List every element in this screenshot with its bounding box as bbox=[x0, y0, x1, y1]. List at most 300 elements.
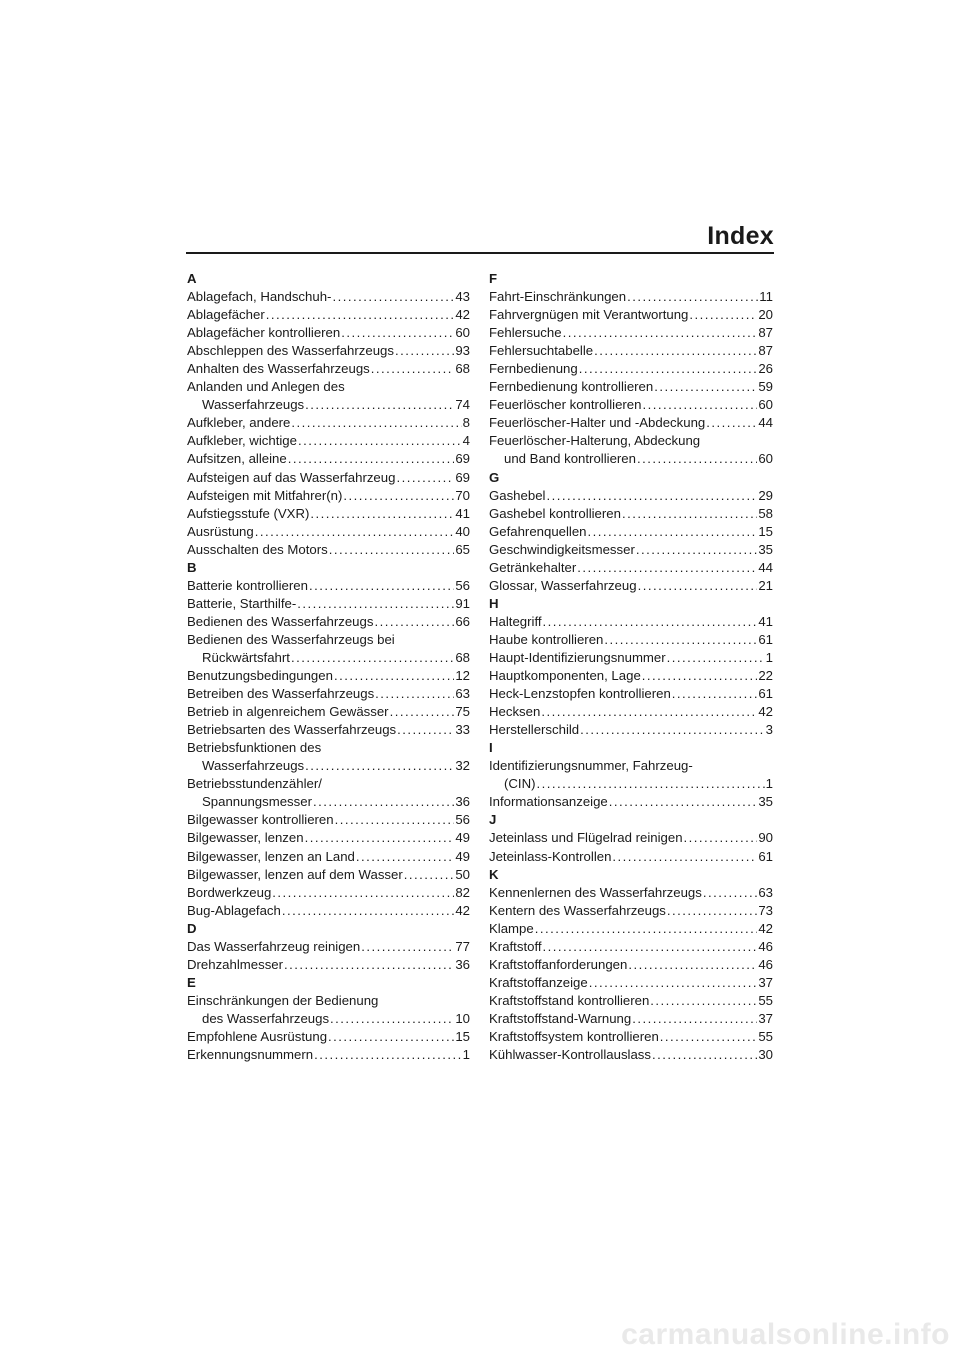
dot-leader bbox=[638, 577, 758, 595]
entry-label: Bilgewasser, lenzen bbox=[187, 830, 304, 846]
entry-label: Hecksen bbox=[489, 704, 541, 720]
entry-label: Feuerlöscher kontrollieren bbox=[489, 397, 642, 413]
page-number: 60 bbox=[758, 451, 773, 467]
entry-label: Aufkleber, wichtige bbox=[187, 433, 297, 449]
page-number: 26 bbox=[758, 361, 773, 377]
index-entry bbox=[187, 505, 470, 523]
page-number: 43 bbox=[455, 289, 470, 305]
page-number: 37 bbox=[758, 974, 773, 990]
dot-leader bbox=[642, 667, 758, 685]
index-entry bbox=[187, 938, 470, 956]
dot-leader bbox=[594, 342, 757, 360]
page-number: 90 bbox=[758, 830, 773, 846]
dot-leader bbox=[343, 487, 454, 505]
index-entry bbox=[489, 378, 773, 396]
entry-label: Aufsitzen, alleine bbox=[187, 451, 287, 467]
section-letter: F bbox=[489, 271, 498, 286]
index-entry bbox=[489, 541, 773, 559]
index-entry bbox=[489, 1028, 773, 1046]
page-number: 49 bbox=[455, 830, 470, 846]
index-column-right bbox=[489, 270, 773, 1064]
dot-leader bbox=[689, 306, 757, 324]
index-entry bbox=[187, 541, 470, 559]
index-entry bbox=[187, 288, 470, 306]
page-number: 15 bbox=[758, 523, 773, 539]
page-number: 29 bbox=[758, 487, 773, 503]
entry-label: Heck-Lenzstopfen kontrollieren bbox=[489, 686, 671, 702]
section-letter: I bbox=[489, 740, 493, 756]
dot-leader bbox=[395, 342, 454, 360]
dot-leader bbox=[305, 829, 455, 847]
entry-label: des Wasserfahrzeugs bbox=[202, 1010, 330, 1026]
dot-leader bbox=[541, 703, 757, 721]
index-entry bbox=[187, 396, 470, 414]
index-entry bbox=[187, 703, 470, 721]
dot-leader bbox=[622, 505, 757, 523]
page-number: 91 bbox=[455, 595, 470, 611]
index-entry bbox=[187, 414, 470, 432]
entry-label: Aufsteigen auf das Wasserfahrzeug bbox=[187, 469, 396, 485]
entry-label: Batterie, Starthilfe- bbox=[187, 595, 297, 611]
entry-label: Batterie kontrollieren bbox=[187, 577, 308, 593]
index-entry bbox=[187, 1028, 470, 1046]
page-number: 8 bbox=[462, 415, 470, 431]
entry-label: Kentern des Wasserfahrzeugs bbox=[489, 902, 666, 918]
index-entry-continued: Anlanden und Anlegen des bbox=[187, 379, 345, 395]
page-number: 41 bbox=[758, 613, 773, 629]
dot-leader bbox=[546, 487, 757, 505]
page-number: 66 bbox=[455, 613, 470, 629]
page-number: 60 bbox=[455, 325, 470, 341]
index-entry bbox=[489, 938, 773, 956]
page-number: 46 bbox=[758, 956, 773, 972]
page-number: 41 bbox=[455, 505, 470, 521]
entry-label: Haube kontrollieren bbox=[489, 631, 604, 647]
page-number: 35 bbox=[758, 541, 773, 557]
dot-leader bbox=[563, 324, 758, 342]
index-entry bbox=[187, 956, 470, 974]
index-entry bbox=[187, 613, 470, 631]
page-number: 69 bbox=[455, 451, 470, 467]
page-number: 68 bbox=[455, 361, 470, 377]
index-entry bbox=[489, 829, 773, 847]
dot-leader bbox=[282, 902, 454, 920]
index-entry bbox=[489, 360, 773, 378]
entry-label: Kühlwasser-Kontrollauslass bbox=[489, 1047, 651, 1063]
dot-leader bbox=[305, 757, 454, 775]
dot-leader bbox=[305, 396, 454, 414]
dot-leader bbox=[628, 956, 757, 974]
dot-leader bbox=[255, 523, 455, 541]
page-number: 60 bbox=[758, 397, 773, 413]
entry-label: Jeteinlass-Kontrollen bbox=[489, 848, 612, 864]
dot-leader bbox=[589, 974, 758, 992]
entry-label: Ablagefach, Handschuh- bbox=[187, 289, 332, 305]
dot-leader bbox=[314, 1046, 462, 1064]
index-entry bbox=[489, 775, 773, 793]
dot-leader bbox=[660, 1028, 758, 1046]
index-entry bbox=[489, 306, 773, 324]
section-letter: G bbox=[489, 469, 500, 485]
entry-label: Ausschalten des Motors bbox=[187, 541, 328, 557]
page-number: 87 bbox=[758, 343, 773, 359]
page-number: 61 bbox=[758, 631, 773, 647]
index-entry bbox=[489, 414, 773, 432]
dot-leader bbox=[397, 721, 454, 739]
index-entry bbox=[489, 342, 773, 360]
index-entry bbox=[489, 1010, 773, 1028]
entry-label: Kraftstoff bbox=[489, 938, 542, 954]
page-number: 36 bbox=[455, 794, 470, 810]
index-entry bbox=[489, 848, 773, 866]
page-number: 46 bbox=[758, 938, 773, 954]
page-number: 32 bbox=[455, 758, 470, 774]
entry-label: Kraftstoffanzeige bbox=[489, 974, 588, 990]
index-entry bbox=[187, 667, 470, 685]
entry-label: und Band kontrollieren bbox=[504, 451, 636, 467]
index-entry bbox=[187, 306, 470, 324]
dot-leader bbox=[577, 559, 757, 577]
section-letter: D bbox=[187, 920, 197, 936]
dot-leader bbox=[291, 649, 454, 667]
page-number: 20 bbox=[758, 307, 773, 323]
entry-label: Gashebel bbox=[489, 487, 546, 503]
entry-label: Kraftstoffstand-Warnung bbox=[489, 1010, 632, 1026]
index-entry bbox=[489, 685, 773, 703]
page-number: 22 bbox=[758, 668, 773, 684]
index-entry-continued: Bedienen des Wasserfahrzeugs bei bbox=[187, 631, 395, 647]
entry-label: Bilgewasser, lenzen auf dem Wasser bbox=[187, 866, 403, 882]
page-number: 73 bbox=[758, 902, 773, 918]
index-entry bbox=[187, 902, 470, 920]
dot-leader bbox=[636, 541, 757, 559]
section-letter: H bbox=[489, 595, 499, 611]
dot-leader bbox=[404, 866, 455, 884]
index-entry-continued: Einschränkungen der Bedienung bbox=[187, 992, 379, 1008]
index-entry bbox=[489, 667, 773, 685]
index-entry bbox=[489, 974, 773, 992]
entry-label: Ablagefächer kontrollieren bbox=[187, 325, 341, 341]
page-number: 63 bbox=[455, 686, 470, 702]
page-number: 42 bbox=[455, 902, 470, 918]
entry-label: Aufstiegsstufe (VXR) bbox=[187, 505, 310, 521]
entry-label: Feuerlöscher-Halter und -Abdeckung bbox=[489, 415, 706, 431]
entry-label: Drehzahlmesser bbox=[187, 956, 284, 972]
dot-leader bbox=[612, 848, 757, 866]
dot-leader bbox=[288, 450, 455, 468]
section-letter: A bbox=[187, 271, 197, 286]
page-number: 36 bbox=[455, 956, 470, 972]
dot-leader bbox=[313, 793, 454, 811]
entry-label: Ablagefächer bbox=[187, 307, 265, 323]
index-entry bbox=[187, 848, 470, 866]
entry-label: Bordwerkzeug bbox=[187, 884, 272, 900]
page-number: 74 bbox=[455, 397, 470, 413]
index-entry bbox=[187, 1046, 470, 1064]
index-entry bbox=[187, 342, 470, 360]
index-entry bbox=[187, 1010, 470, 1028]
dot-leader bbox=[310, 505, 454, 523]
index-entry bbox=[489, 884, 773, 902]
entry-label: Klampe bbox=[489, 920, 534, 936]
index-entry bbox=[187, 685, 470, 703]
page-number: 40 bbox=[455, 523, 470, 539]
dot-leader bbox=[642, 396, 757, 414]
entry-label: Bilgewasser kontrollieren bbox=[187, 812, 334, 828]
entry-label: Herstellerschild bbox=[489, 722, 580, 738]
page-number: 75 bbox=[455, 704, 470, 720]
dot-leader bbox=[361, 938, 454, 956]
entry-label: Betriebsarten des Wasserfahrzeugs bbox=[187, 722, 397, 738]
index-entry-continued: Identifizierungsnummer, Fahrzeug- bbox=[489, 758, 693, 774]
dot-leader bbox=[329, 541, 455, 559]
dot-leader bbox=[537, 775, 765, 793]
index-entry bbox=[489, 992, 773, 1010]
index-entry bbox=[187, 829, 470, 847]
dot-leader bbox=[298, 432, 462, 450]
dot-leader bbox=[330, 1010, 454, 1028]
dot-leader bbox=[684, 829, 758, 847]
index-entry bbox=[187, 432, 470, 450]
dot-leader bbox=[396, 469, 454, 487]
entry-label: Aufkleber, andere bbox=[187, 415, 291, 431]
index-entry bbox=[489, 631, 773, 649]
entry-label: Fahrt-Einschränkungen bbox=[489, 289, 627, 305]
dot-leader bbox=[703, 884, 757, 902]
page-number: 44 bbox=[758, 559, 773, 575]
entry-label: Geschwindigkeitsmesser bbox=[489, 541, 635, 557]
dot-leader bbox=[332, 288, 454, 306]
entry-label: Wasserfahrzeugs bbox=[202, 758, 305, 774]
page-number: 15 bbox=[455, 1028, 470, 1044]
dot-leader bbox=[588, 523, 758, 541]
page-number: 49 bbox=[455, 848, 470, 864]
dot-leader bbox=[390, 703, 455, 721]
entry-label: Wasserfahrzeugs bbox=[202, 397, 305, 413]
page-number: 30 bbox=[758, 1047, 773, 1063]
page-number: 37 bbox=[758, 1010, 773, 1026]
index-entry bbox=[489, 505, 773, 523]
dot-leader bbox=[356, 848, 454, 866]
index-entry bbox=[489, 487, 773, 505]
dot-leader bbox=[604, 631, 757, 649]
dot-leader bbox=[667, 902, 757, 920]
page-number: 68 bbox=[455, 649, 470, 665]
entry-label: Gefahrenquellen bbox=[489, 523, 587, 539]
entry-label: Getränkehalter bbox=[489, 559, 577, 575]
index-entry bbox=[489, 721, 773, 739]
index-entry bbox=[489, 793, 773, 811]
section-letter: E bbox=[187, 974, 196, 990]
entry-label: Rückwärtsfahrt bbox=[202, 649, 290, 665]
entry-label: Jeteinlass und Flügelrad reinigen bbox=[489, 830, 683, 846]
entry-label: Informationsanzeige bbox=[489, 794, 608, 810]
page-number: 35 bbox=[758, 794, 773, 810]
dot-leader bbox=[328, 1028, 454, 1046]
page-number: 56 bbox=[455, 577, 470, 593]
entry-label: Fernbedienung bbox=[489, 361, 578, 377]
index-entry bbox=[187, 360, 470, 378]
dot-leader bbox=[309, 577, 454, 595]
dot-leader bbox=[335, 811, 455, 829]
entry-label: Hauptkomponenten, Lage bbox=[489, 668, 641, 684]
page-number: 10 bbox=[455, 1010, 470, 1026]
index-entry bbox=[489, 559, 773, 577]
section-letter: B bbox=[187, 559, 197, 575]
dot-leader bbox=[266, 306, 455, 324]
entry-label: Kraftstoffstand kontrollieren bbox=[489, 992, 650, 1008]
dot-leader bbox=[672, 685, 758, 703]
index-entry bbox=[489, 396, 773, 414]
entry-label: Kraftstoffsystem kontrollieren bbox=[489, 1028, 659, 1044]
index-entry-continued: Betriebsfunktionen des bbox=[187, 740, 322, 756]
entry-label: Fehlersuchtabelle bbox=[489, 343, 594, 359]
entry-label: Ausrüstung bbox=[187, 523, 254, 539]
index-entry bbox=[187, 469, 470, 487]
entry-label: Bug-Ablagefach bbox=[187, 902, 281, 918]
entry-label: Haupt-Identifizierungsnummer bbox=[489, 649, 666, 665]
entry-label: Kennenlernen des Wasserfahrzeugs bbox=[489, 884, 702, 900]
index-entry bbox=[489, 649, 773, 667]
entry-label: Betreiben des Wasserfahrzeugs bbox=[187, 686, 375, 702]
page-number: 59 bbox=[758, 379, 773, 395]
index-entry bbox=[187, 866, 470, 884]
index-entry bbox=[187, 721, 470, 739]
entry-label: (CIN) bbox=[504, 776, 536, 792]
page-number: 61 bbox=[758, 686, 773, 702]
dot-leader bbox=[632, 1010, 757, 1028]
index-entry bbox=[187, 523, 470, 541]
dot-leader bbox=[291, 414, 461, 432]
index-entry bbox=[187, 884, 470, 902]
entry-label: Bilgewasser, lenzen an Land bbox=[187, 848, 355, 864]
page-number: 21 bbox=[758, 577, 773, 593]
index-entry bbox=[489, 288, 773, 306]
index-entry bbox=[187, 595, 470, 613]
dot-leader bbox=[543, 938, 758, 956]
page-number: 3 bbox=[765, 722, 773, 738]
page-title: Index bbox=[707, 222, 774, 250]
index-entry bbox=[489, 703, 773, 721]
dot-leader bbox=[654, 378, 757, 396]
index-entry bbox=[187, 324, 470, 342]
entry-label: Abschleppen des Wasserfahrzeugs bbox=[187, 343, 394, 359]
index-entry bbox=[187, 450, 470, 468]
index-entry bbox=[489, 956, 773, 974]
watermark: carmanualsonline.info bbox=[621, 1318, 950, 1351]
page-number: 69 bbox=[455, 469, 470, 485]
dot-leader bbox=[650, 992, 757, 1010]
page-number: 12 bbox=[455, 668, 470, 684]
page-number: 4 bbox=[462, 433, 470, 449]
entry-label: Fahrvergnügen mit Verantwortung bbox=[489, 307, 689, 323]
dot-leader bbox=[375, 685, 454, 703]
dot-leader bbox=[580, 721, 765, 739]
entry-label: Haltegriff bbox=[489, 613, 542, 629]
index-entry bbox=[187, 793, 470, 811]
page-number: 82 bbox=[455, 884, 470, 900]
page-number: 55 bbox=[758, 992, 773, 1008]
dot-leader bbox=[371, 360, 455, 378]
index-entry bbox=[489, 577, 773, 595]
entry-label: Empfohlene Ausrüstung bbox=[187, 1028, 328, 1044]
dot-leader bbox=[652, 1046, 757, 1064]
page-number: 61 bbox=[758, 848, 773, 864]
dot-leader bbox=[543, 613, 758, 631]
page-number: 87 bbox=[758, 325, 773, 341]
index-entry bbox=[489, 920, 773, 938]
dot-leader bbox=[272, 884, 454, 902]
page-number: 93 bbox=[455, 343, 470, 359]
index-entry bbox=[489, 523, 773, 541]
entry-label: Das Wasserfahrzeug reinigen bbox=[187, 938, 361, 954]
section-letter: K bbox=[489, 866, 499, 882]
page-number: 1 bbox=[765, 776, 773, 792]
index-entry bbox=[187, 811, 470, 829]
section-letter: J bbox=[489, 812, 497, 828]
dot-leader bbox=[706, 414, 757, 432]
page-number: 50 bbox=[455, 866, 470, 882]
entry-label: Aufsteigen mit Mitfahrer(n) bbox=[187, 487, 343, 503]
page-number: 44 bbox=[758, 415, 773, 431]
entry-label: Fernbedienung kontrollieren bbox=[489, 379, 654, 395]
entry-label: Benutzungsbedingungen bbox=[187, 668, 333, 684]
entry-label: Spannungsmesser bbox=[202, 794, 312, 810]
index-entry bbox=[489, 1046, 773, 1064]
page-number: 42 bbox=[758, 704, 773, 720]
index-entry-continued: Feuerlöscher-Halterung, Abdeckung bbox=[489, 433, 701, 449]
page-number: 33 bbox=[455, 722, 470, 738]
dot-leader bbox=[374, 613, 454, 631]
dot-leader bbox=[637, 450, 757, 468]
page-number: 1 bbox=[462, 1047, 470, 1063]
page-number: 42 bbox=[455, 307, 470, 323]
entry-label: Kraftstoffanforderungen bbox=[489, 956, 628, 972]
page-number: 55 bbox=[758, 1028, 773, 1044]
index-entry bbox=[489, 324, 773, 342]
dot-leader bbox=[627, 288, 758, 306]
dot-leader bbox=[535, 920, 758, 938]
index-entry bbox=[187, 649, 470, 667]
entry-label: Gashebel kontrollieren bbox=[489, 505, 621, 521]
page-number: 65 bbox=[455, 541, 470, 557]
page-number: 42 bbox=[758, 920, 773, 936]
page-number: 58 bbox=[758, 505, 773, 521]
entry-label: Fehlersuche bbox=[489, 325, 562, 341]
index-column-left bbox=[187, 270, 470, 1064]
page-number: 77 bbox=[455, 938, 470, 954]
dot-leader bbox=[341, 324, 454, 342]
page-number: 11 bbox=[759, 289, 773, 305]
dot-leader bbox=[609, 793, 758, 811]
dot-leader bbox=[667, 649, 765, 667]
index-entry bbox=[489, 902, 773, 920]
entry-label: Bedienen des Wasserfahrzeugs bbox=[187, 613, 374, 629]
entry-label: Glossar, Wasserfahrzeug bbox=[489, 577, 637, 593]
entry-label: Betrieb in algenreichem Gewässer bbox=[187, 704, 389, 720]
index-entry bbox=[187, 577, 470, 595]
index-entry bbox=[489, 613, 773, 631]
page-number: 1 bbox=[765, 649, 773, 665]
dot-leader bbox=[334, 667, 454, 685]
dot-leader bbox=[284, 956, 454, 974]
page-number: 63 bbox=[758, 884, 773, 900]
title-rule bbox=[186, 252, 774, 254]
entry-label: Anhalten des Wasserfahrzeugs bbox=[187, 361, 370, 377]
dot-leader bbox=[297, 595, 454, 613]
page-number: 70 bbox=[455, 487, 470, 503]
page-number: 56 bbox=[455, 812, 470, 828]
